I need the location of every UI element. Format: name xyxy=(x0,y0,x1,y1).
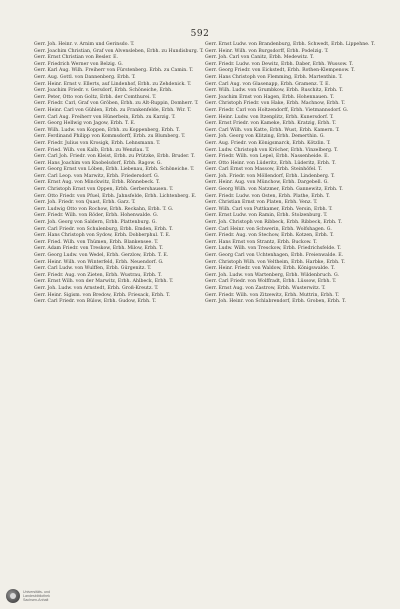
list-entry: Gerr. Ernst Ludw. von Brandenburg, Erbh. Schwedt, Erbh. Lippehne. T. xyxy=(205,42,375,47)
list-entry: Gerr. Otto Heinr. von Lüderitz, Erbh. Lüderitz, Erbh. T. xyxy=(205,160,336,166)
list-entry: Gerr. Joh. Heinr. v. Arnim und Gerinsdo. T. xyxy=(34,42,135,47)
list-entry: Gerr. Georg Carl von Uchtenhagen, Erbh. Freienwalde. E. xyxy=(205,253,344,258)
list-entry: Gerr. Ernst Aug. von Zastrow, Erbh. Wusterwitz. T. xyxy=(205,285,326,291)
list-entry: Gerr. Peter, Otto von Goltz, Erbh. der Comthurei. T. xyxy=(34,94,157,100)
list-entry: Gerr. Georg Friedr. von Eickstedt, Erbh. Rothen-Klempenow. T. xyxy=(205,68,355,74)
list-entry: Gerr. Joh. Heinr. von Schlabrendorf, Erbh. Groben, Erbh. T. xyxy=(205,299,347,305)
list-entry: Gerr. Wilh. Carl von Puttkamer, Erbh. Versin, Erbh. T. xyxy=(205,206,333,212)
logo-line-2: Landesbibliothek xyxy=(23,593,50,598)
list-entry: Gerr. Friedr. Ludw. von Osten, Erbh. Plathe, Erbh. T. xyxy=(205,193,330,199)
list-entry: Gerr. Ludw. Wilh. von Tresckow, Erbh. Friedrichsfelde. T. xyxy=(205,246,342,252)
list-entry: Gerr. Carl Aug. von Glasenapp, Erbh. Gramenz. T. E. xyxy=(205,81,330,87)
list-entry: Gerr. Joh. Georg von Klitzing, Erbh. Demerthin. G. xyxy=(205,134,325,140)
logo-line-3: Sachsen-Anhalt xyxy=(23,598,49,603)
list-entry: Gerr. Joh. Georg von Saldern, Erbh. Plattenburg. G. xyxy=(34,220,157,226)
list-entry: Gerr. Joachim Ernst von Hagen, Erbh. Hohennauen. T. xyxy=(205,94,335,100)
list-entry: Gerr. Friedr. Julius von Krosigk, Erbh. Lehnsmann. T. xyxy=(34,140,161,146)
list-entry: Gerr. Ernst Friedr. von Kameke, Erbh. Kratzig, Erbh. T. xyxy=(205,121,337,127)
list-entry: Gerr. Joh. Christoph von Ribbeck, Erbh. Ribbeck, Erbh. T. xyxy=(205,220,342,226)
list-entry: Gerr. Hans Ernst von Strantz, Erbh. Buckow. T. xyxy=(205,239,318,245)
list-entry: Gerr. Ferdinand Philipp von Kommsdorff, Erbh. zu Blumberg. T. xyxy=(34,134,186,140)
list-entry: Gerr. Carl Friedr. von Wolffradt, Erbh. Lüssow, Erbh. T. xyxy=(205,279,337,285)
list-entry: Gerr. Friedr. Aug. von Zieten, Erbh. Wustrau, Erbh. T. xyxy=(34,272,162,278)
list-entry: Gerr. Wilh. Ludw. von Koppen, Erbh. zu Koppenberg, Erbh. T. xyxy=(34,127,180,133)
list-entry: Gerr. Carl Ludw. von Wulffen, Erbh. Gürgenitz. T. xyxy=(34,266,152,272)
list-entry: Gerr. Hans Christoph von Sydow, Erbh. Dobberphul. T. E. xyxy=(34,233,171,239)
list-entry: Gerr. Friedr. Wilh. von Zitzewitz, Erbh. Muttrin, Erbh. T. xyxy=(205,292,340,298)
list-entry: Gerr. Joh. Friedr. von Quast, Erbh. Garz. T. xyxy=(34,200,136,206)
list-entry: Gerr. Joachim Friedr. v. Gersdorf, Erbh. Schöneiche, Erbh. xyxy=(34,88,173,94)
library-logo-text xyxy=(23,590,50,603)
list-entry: Gerr. Carl Leop. von Marwitz, Erbh. Friedersdorf. G. xyxy=(34,173,160,179)
list-entry: Gerr. Ernst Wilh. von der Marwitz, Erbh. Ahlbeck, Erbh. T. xyxy=(34,279,174,285)
list-entry: Gerr. Carl Wilh. von Katte, Erbh. Wust, Erbh. Kamern. T. xyxy=(205,127,340,133)
list-entry: Gerr. Wilh. Ludw. von Grumbkow, Erbh. Ruschitz, Erbh. T. xyxy=(205,88,344,94)
library-logo xyxy=(6,589,50,603)
list-entry: Gerr. Ernst Ludw. von Ramin, Erbh. Stolzenburg. T. xyxy=(205,213,328,219)
list-entry: Gerr. Heinr. Aug. von Münchow, Erbh. Dargebell. G. xyxy=(205,180,329,186)
list-entry: Gerr. Karl Aug. Wilh. Freiherr von Fürstenberg. Erbh. zu Camin. T. xyxy=(34,68,194,74)
list-entry: Gerr. Friedrich Werner von Belzig. G. xyxy=(34,61,123,67)
list-entry: Gerr. Heinr. Ernst v. Ellerts, auf Lindenhof, Erbh. zu Zehdenick. T. xyxy=(34,81,192,87)
list-entry: Gerr. Hans Joachim von Knobelsdorf, Erbh. Ragow. G. xyxy=(34,160,162,166)
list-entry: Gerr. Heinr. Sigism. von Bredow, Erbh. Friesack, Erbh. T. xyxy=(34,292,171,298)
list-entry: Gerr. Aug. Friedr. von Königsmarck, Erbh. Kötzlin. T. xyxy=(205,140,331,146)
list-entry: Gerr. Georg Ludw. von Wedel, Erbh. Gerzlow, Erbh. T. E. xyxy=(34,253,169,258)
list-entry: Gerr. Friedr. Wilh. von Lepel, Erbh. Nassenheide. E. xyxy=(205,154,330,160)
list-entry: Gerr. Carl Friedr. von Bülow, Erbh. Gudow, Erbh. T. xyxy=(34,299,157,305)
list-entry: Gerr. Christoph Wilh. von Veltheim, Erbh. Harbke, Erbh. T. xyxy=(205,259,346,265)
list-entry: Gerr. Joachim Christian, Graf von Alvensleben, Erbh. zu Hundisburg. T. xyxy=(34,48,204,54)
list-entry: Gerr. Georg Ernst von Löben, Erbh. Liebenau, Erbh. Schöneiche. T. xyxy=(34,167,195,173)
list-entry: Gerr. Friedr. Ludw. von Dewitz, Erbh. Daber, Erbh. Wussow. T. xyxy=(205,61,353,67)
page-number: 592 xyxy=(190,29,210,39)
list-entry: Gerr. Christoph Ernst von Oppen, Erbh. Gerbershausen. T. xyxy=(34,187,174,193)
list-entry: Gerr. Carl Ernst von Massow, Erbh. Steinhöfel. T. xyxy=(205,167,323,173)
list-entry: Gerr. Heinr. Wilh. von Burgsdorff, Erbh. Podelzig. T. xyxy=(205,48,329,54)
left-column xyxy=(34,42,204,306)
list-entry: Gerr. Christian Ernst von Platen, Erbh. Venz. T. xyxy=(205,200,318,206)
list-entry: Gerr. Otto Friedr. von Pfuel, Erbh. Jahnsfelde, Erbh. Lichtenberg. E. xyxy=(34,193,197,199)
list-entry: Gerr. Hans Christoph von Flemming, Erbh. Martenthin. T. xyxy=(205,74,343,80)
list-entry: Gerr. Carl Joh. Friedr. von Kleist, Erbh. zu Prützke, Erbh. Bruder. T. xyxy=(34,154,195,160)
list-entry: Gerr. Carl Heinr. von Schwerin, Erbh. Wolfshagen. G. xyxy=(205,226,332,232)
logo-line-1: Universitäts- und xyxy=(23,589,50,594)
list-entry: Gerr. Friedr. Carl von Holtzendorff, Erbh. Vietmannsdorf. G. xyxy=(205,107,349,113)
list-entry: Gerr. Heinr. Carl von Gühlen, Erbh. zu Frankenfelde, Erbh. Wir. T. xyxy=(34,107,192,113)
list-entry: Gerr. Carl Aug. Freiherr von Hünerbein, Erbh. zu Karzig. T. xyxy=(34,114,176,120)
list-entry: Gerr. Fried. Wilh. von Kalb, Erbh. zu Wenzlau. T. xyxy=(34,147,150,153)
list-entry: Gerr. Joh. Ludw. von Wartenberg, Erbh. Wildenbruch. G. xyxy=(205,272,340,278)
list-entry: Gerr. Joh. Ludw. von Arnstedt, Erbh. Groß-Kreutz. T. xyxy=(34,285,159,291)
library-seal-icon xyxy=(6,589,20,603)
right-column xyxy=(205,42,375,306)
list-entry: Gerr. Fried. Wilh. von Thümen, Erbh. Blankensee. T. xyxy=(34,239,159,245)
list-entry: Gerr. Friedr. Aug. von Stechow, Erbh. Kotzen, Erbh. T. xyxy=(205,233,334,239)
list-entry: Gerr. Georg Wilh. von Natzmer, Erbh. Gannewitz, Erbh. T. xyxy=(205,187,343,193)
list-entry: Gerr. Joh. Friedr. von Möllendorf, Erbh. Lindenberg. T. xyxy=(205,173,335,179)
list-entry: Gerr. Friedr. Carl, Graf von Gröben, Erbh. zu Alt-Ruppin, Domherr. T. xyxy=(34,101,199,107)
list-entry: Gerr. Joh. Carl von Canitz, Erbh. Medewitz. T. xyxy=(205,55,314,61)
list-entry: Gerr. Ludw. Christoph von Kröcher, Erbh. Vinzelberg. T. xyxy=(205,147,338,153)
list-entry: Gerr. Heinr. Wilh. von Winterfeld, Erbh. Neuendorf. G. xyxy=(34,259,164,265)
list-entry: Gerr. Aug. Gottl. von Dannenberg. Erbh. T. xyxy=(34,74,136,80)
list-entry: Gerr. Friedr. Wilh. von Röder, Erbh. Hohenwalde. G. xyxy=(34,213,159,219)
list-entry: Gerr. Georg Hellwig von Jagow, Erbh. T. E. xyxy=(34,121,136,127)
list-entry: Gerr. Ernst Aug. von Minckwitz, Erbh. Rönnebeck. T. xyxy=(34,180,160,186)
list-entry: Gerr. Ludwig Otto von Rochow, Erbh. Reckahn, Erbh. T. G. xyxy=(34,206,174,212)
list-entry: Gerr. Heinr. Ludw. von Itzenplitz, Erbh. Kunersdorf. T. xyxy=(205,114,334,120)
list-entry: Gerr. Adam Friedr. von Treskow, Erbh. Milow, Erbh. T. xyxy=(34,246,164,252)
list-entry: Gerr. Christoph Friedr. von Hake, Erbh. Machnow, Erbh. T. xyxy=(205,101,346,107)
list-entry: Gerr. Ernst Christian von Besler. E. xyxy=(34,55,118,61)
list-entry: Gerr. Carl Friedr. von Schulenburg, Erbh. Emden, Erbh. T. xyxy=(34,226,173,232)
list-entry: Gerr. Heinr. Friedr. von Waldow, Erbh. Königswalde. T. xyxy=(205,266,335,272)
